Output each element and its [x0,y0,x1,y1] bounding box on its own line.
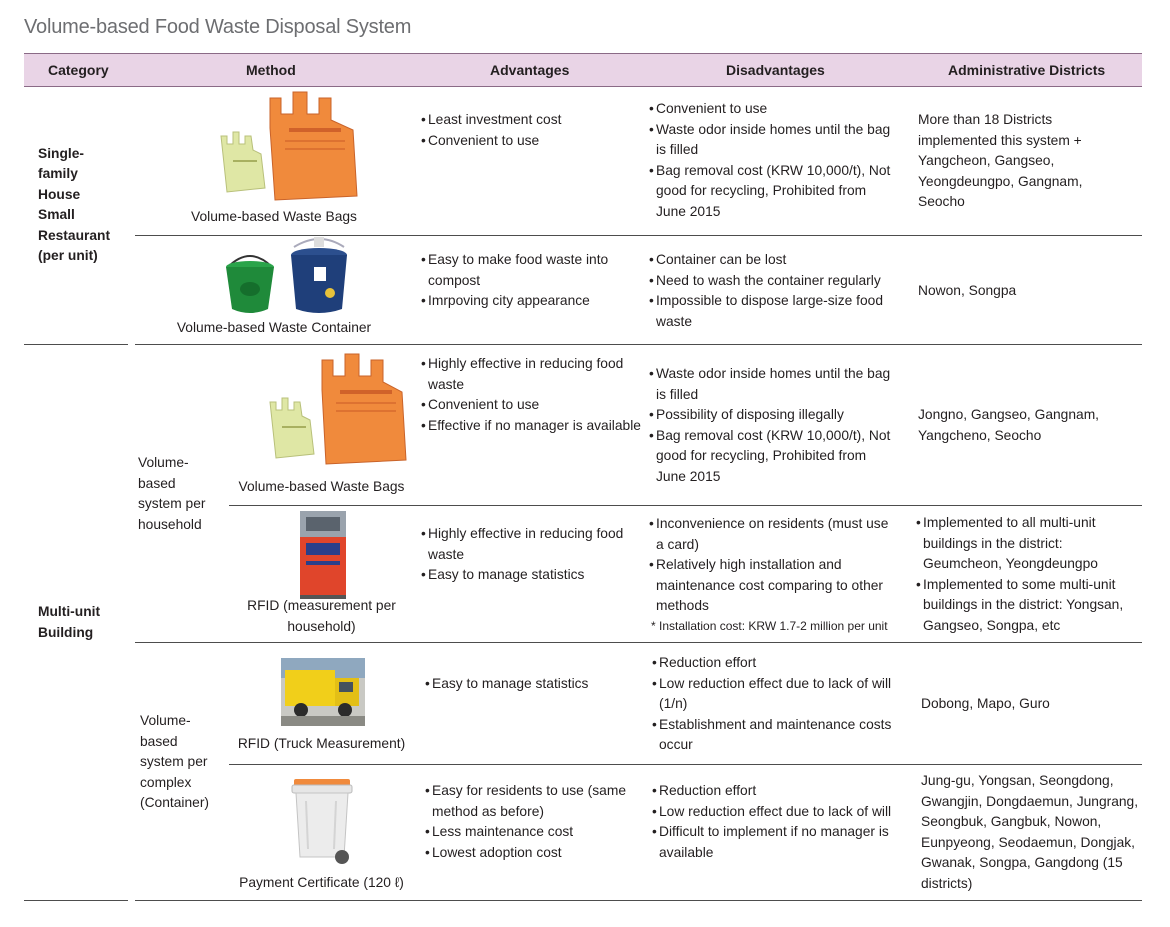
divider [24,900,128,901]
header-districts: Administrative Districts [948,62,1106,78]
table-header [24,53,1142,87]
list-item: • Bag removal cost (KRW 10,000/t), Not good for recycling, Prohibited from June 2015 [649,161,899,223]
category-single-family: Single- family House Small Restaurant (per unit) [38,146,111,264]
list-item: • Waste odor inside homes until the bag is filled [649,364,899,405]
divider [135,344,1142,345]
list-item: • Need to wash the container regularly [649,271,899,292]
method-label: Volume-based Waste Bags [191,209,357,224]
list-item: • Easy to make food waste into compost [421,250,641,291]
list-item: • Possibility of disposing illegally [649,405,899,426]
installation-cost-note: * Installation cost: KRW 1.7-2 million per unit [651,619,888,633]
advantages-cell [421,250,641,312]
list-item: • Container can be lost [649,250,899,271]
header-advantages: Advantages [490,62,570,78]
method-label: RFID (Truck Measurement) [237,736,406,751]
waste-container-image [218,237,348,317]
list-item: • Imrpoving city appearance [421,291,641,312]
list-item: • Highly effective in reducing food waste [421,354,641,395]
list-item: • Establishment and maintenance costs occur [652,715,902,756]
divider [135,642,1142,643]
method-label: Volume-based Waste Bags [238,479,405,494]
header-category: Category [48,62,109,78]
list-item: • Less maintenance cost [425,822,645,843]
subcategory-per-household: Volume- based system per household [138,455,206,532]
districts-cell: Jung-gu, Yongsan, Seongdong, Gwangjin, Dongdaemun, Jungrang, Seongbuk, Gangbuk, Nowon, Eunpyeong, Seodaemun, Dongjak, Gwanak, Songpa, Gangdong (15 districts) [921,773,1139,891]
list-item: • Highly effective in reducing food waste [421,524,641,565]
list-item: • Easy for residents to use (same method as before) [425,781,645,822]
list-item: • Easy to manage statistics [421,565,641,586]
disadvantages-cell [649,514,899,617]
list-item: • Lowest adoption cost [425,843,645,864]
districts-cell [916,513,1128,637]
list-item: • Waste odor inside homes until the bag is filled [649,120,899,161]
rfid-truck-image [281,658,365,726]
list-item: • Convenient to use [421,395,641,416]
list-item: • Implemented to all multi-unit buildings in the district: Geumcheon, Yeongdeungpo [916,513,1128,575]
list-item: • Inconvenience on residents (must use a card) [649,514,899,555]
method-label: RFID (measurement per household) [247,598,396,634]
list-item: • Convenient to use [649,99,899,120]
divider [229,505,1142,506]
disadvantages-cell [652,781,902,863]
list-item: • Low reduction effect due to lack of will [652,802,902,823]
list-item: • Implemented to some multi-unit buildings in the district: Yongsan, Gangseo, Songpa, etc [916,575,1128,637]
districts-cell: Nowon, Songpa [918,283,1017,298]
header-disadvantages: Disadvantages [726,62,825,78]
list-item: • Impossible to dispose large-size food waste [649,291,899,332]
districts-cell: More than 18 Districts implemented this system + Yangcheon, Gangseo, Yeongdeungpo, Gangnam, Seocho [918,112,1083,210]
method-label: Volume-based Waste Container [176,320,372,335]
disadvantages-cell [649,364,899,488]
waste-bin-image [290,777,354,867]
disadvantages-cell [652,653,902,756]
disadvantages-cell [649,250,899,332]
waste-bags-image [262,350,412,470]
list-item: • Reduction effort [652,781,902,802]
divider [229,764,1142,765]
advantages-cell [421,354,641,436]
page-title: Volume-based Food Waste Disposal System [24,16,412,38]
header-method: Method [246,62,296,78]
list-item: • Least investment cost [421,110,641,131]
list-item: • Effective if no manager is available [421,416,641,437]
subcategory-per-complex: Volume- based system per complex (Container) [140,713,210,811]
advantages-cell [425,781,645,863]
districts-cell: Jongno, Gangseo, Gangnam, Yangcheno, Seocho [918,407,1100,443]
waste-bags-image [215,88,365,206]
advantages-cell [421,524,641,586]
method-label: Payment Certificate (120 ℓ) [239,875,404,890]
category-multi-unit: Multi-unit Building [38,604,101,640]
list-item: • Convenient to use [421,131,641,152]
list-item: • Relatively high installation and maintenance cost comparing to other methods [649,555,899,617]
advantages-cell [421,110,641,151]
rfid-machine-image [298,511,348,599]
list-item: • Reduction effort [652,653,902,674]
list-item: • Difficult to implement if no manager is available [652,822,902,863]
districts-cell: Dobong, Mapo, Guro [921,696,1050,711]
divider [135,235,1142,236]
list-item: • Bag removal cost (KRW 10,000/t), Not good for recycling, Prohibited from June 2015 [649,426,899,488]
advantages-cell [425,674,645,695]
divider [135,900,1142,901]
disadvantages-cell [649,99,899,223]
list-item: • Easy to manage statistics [425,674,645,695]
list-item: • Low reduction effect due to lack of will (1/n) [652,674,902,715]
divider [24,344,128,345]
